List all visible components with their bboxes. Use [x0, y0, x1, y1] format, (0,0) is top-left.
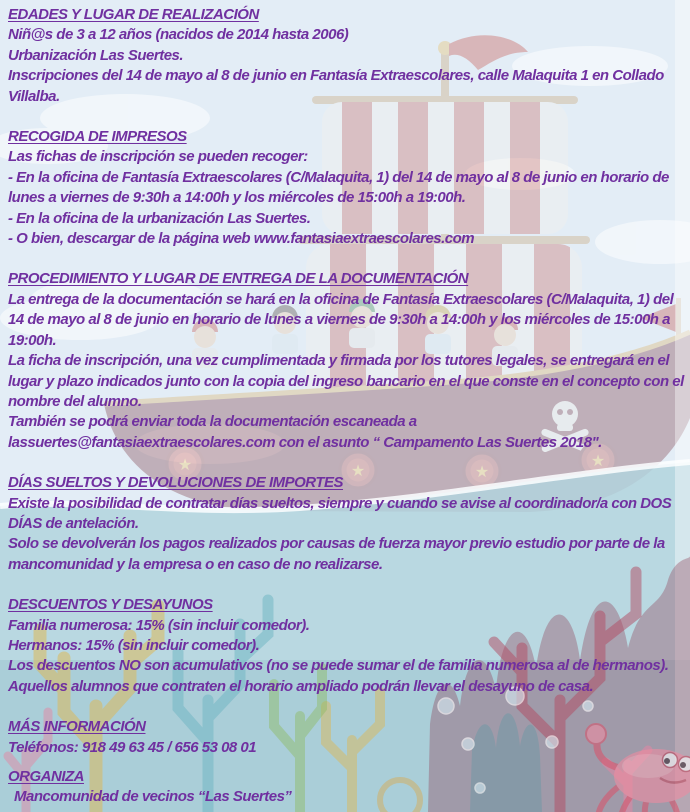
- section-heading: PROCEDIMIENTO Y LUGAR DE ENTREGA DE LA DOCUMENTACIÓN: [8, 270, 469, 288]
- ages-line: Niñ@s de 3 a 12 años (nacidos de 2014 hasta 2006): [8, 26, 349, 44]
- discount-hermanos-line: Hermanos: 15% (sin incluir comedor).: [8, 636, 260, 654]
- svg-text:★: ★: [350, 461, 366, 480]
- bullet-office-fantasia: - En la oficina de Fantasía Extraescolares (C/Malaquita, 1) del 14 de mayo al 8 de junio en horario de lunes a viernes de 9:30h a 14:00h y los miércoles de 15:00h a 19:00h.: [8, 168, 669, 207]
- breakfast-line: Aquellos alumnos que contraten el horario ampliado podrán llevar el desayuno de casa.: [8, 677, 594, 695]
- section-heading: DÍAS SUELTOS Y DEVOLUCIONES DE IMPORTES: [8, 474, 344, 492]
- email-line: También se podrá enviar toda la documentación escaneada a lassuertes@fantasiaextraescolares.com con el asunto “ Campamento Las Suertes 2018".: [8, 413, 602, 451]
- svg-text:★: ★: [474, 462, 490, 481]
- section-dias-sueltos: [8, 473, 684, 575]
- discount-rules-line: Los descuentos NO son acumulativos (no se puede sumar el de familia numerosa al de hermanos).: [8, 657, 669, 675]
- inscription-dates-line: Inscripciones del 14 de mayo al 8 de junio en Fantasía Extraescolares, calle Malaquita 1 en Collado Villalba.: [8, 67, 664, 105]
- section-organiza: [8, 767, 684, 808]
- section-procedimiento-entrega: [8, 269, 684, 453]
- section-heading: RECOGIDA DE IMPRESOS: [8, 128, 187, 146]
- section-recogida-impresos: [8, 127, 684, 249]
- section-heading: EDADES Y LUGAR DE REALIZACIÓN: [8, 6, 259, 23]
- intro-line: Las fichas de inscripción se pueden recoger:: [8, 148, 308, 166]
- delivery-place-line: La entrega de la documentación se hará en la oficina de Fantasía Extraescolares (C/Malaquita, 1) del 14 de mayo al 8 de junio en horario de lunes a viernes de 9:30h a 14:00h y los miércoles de 15:00h a 19:00h.: [8, 290, 674, 349]
- bullet-website-url: - O bien, descargar de la página web www.fantasiaextraescolares.com: [8, 230, 475, 248]
- svg-text:★: ★: [177, 455, 193, 474]
- section-edades-y-lugar: [8, 5, 684, 107]
- phone-numbers: Teléfonos: 918 49 63 45 / 656 53 08 01: [8, 738, 257, 756]
- section-heading: MÁS INFORMACIÓN: [8, 718, 146, 736]
- refunds-line: Solo se devolverán los pagos realizados por causas de fuerza mayor previo estudio por parte de la mancomunidad y la empresa o en caso de no realizarse.: [8, 535, 665, 573]
- organizer-name: Mancomunidad de vecinos “Las Suertes”: [14, 788, 292, 806]
- section-heading: ORGANIZA: [8, 768, 84, 785]
- single-days-line: Existe la posibilidad de contratar días sueltos, siempre y cuando se avise al coordinador/a con DOS DÍAS de antelación.: [8, 494, 672, 532]
- location-line: Urbanización Las Suertes.: [8, 46, 184, 64]
- delivery-procedure-line: La ficha de inscripción, una vez cumplimentada y firmada por los tutores legales, se entregará en el lugar y plazo indicados junto con la copia del ingreso bancario en el que conste en el concepto con el nombre del alumno.: [8, 352, 684, 410]
- flyer-content: [8, 5, 684, 808]
- section-mas-informacion: [8, 717, 684, 758]
- bullet-office-urbanizacion: - En la oficina de la urbanización Las Suertes.: [8, 209, 311, 227]
- section-descuentos-desayunos: [8, 595, 684, 697]
- section-heading: DESCUENTOS Y DESAYUNOS: [8, 596, 213, 614]
- discount-familia-line: Familia numerosa: 15% (sin incluir comedor).: [8, 616, 310, 634]
- svg-text:★: ★: [590, 451, 606, 470]
